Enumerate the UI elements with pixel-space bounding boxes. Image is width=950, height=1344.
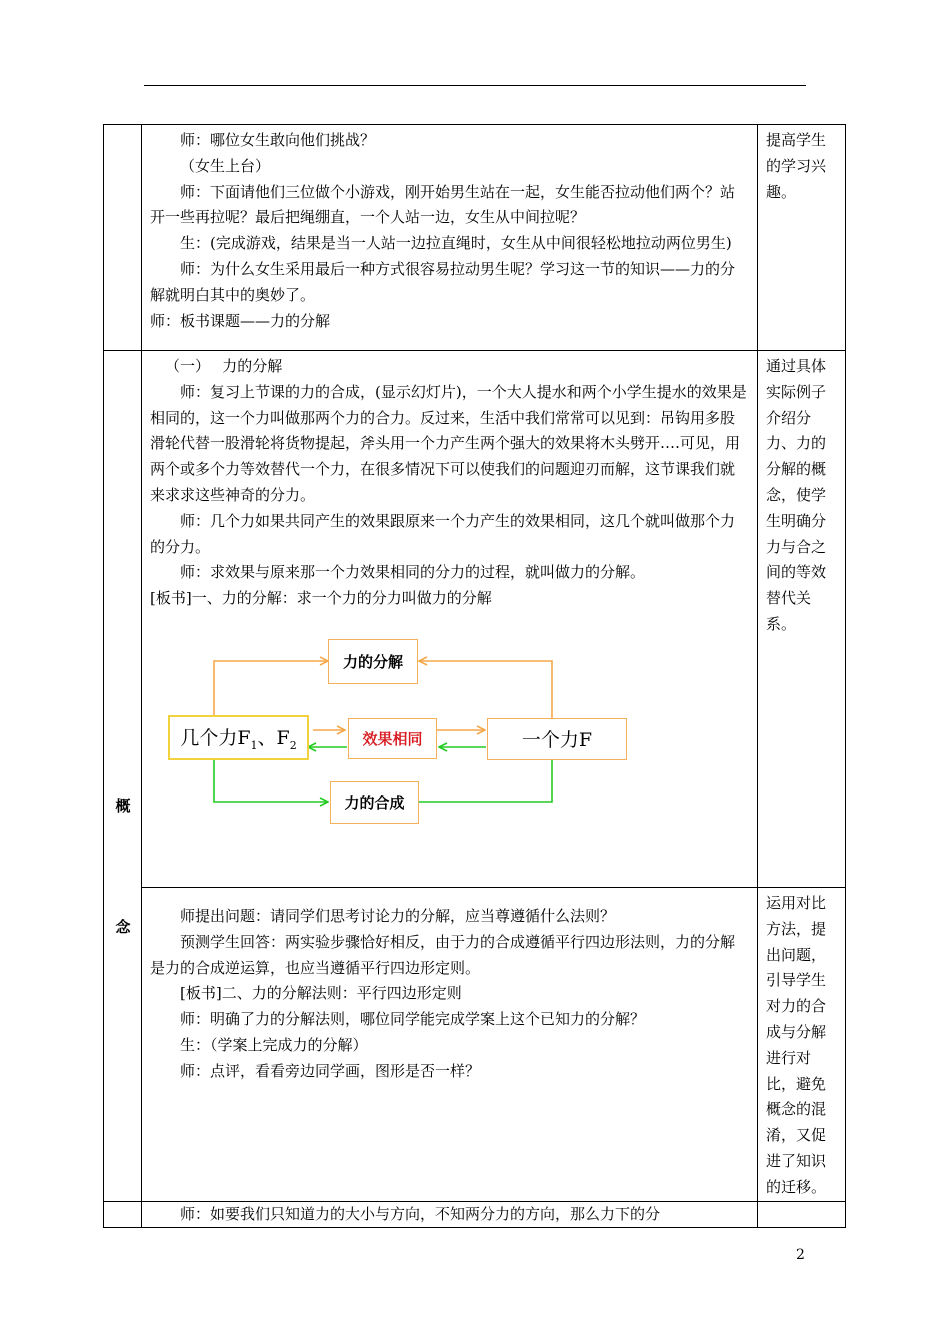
paragraph: （女生上台）	[180, 156, 271, 175]
design-intent-text: 提高学生的学习兴趣。	[766, 131, 827, 201]
section-heading: （一） 力的分解	[165, 357, 283, 375]
compose-return-arrow	[419, 759, 552, 802]
equal-effect-label: 效果相同	[362, 729, 423, 748]
paragraph: 师：为什么女生采用最后一种方式很容易拉动男生呢？学习这一节的知识——力的分解就明白其中的奥妙了。	[150, 259, 736, 304]
paragraph: 生：（学案上完成力的分解）	[180, 1035, 368, 1054]
section-cell	[104, 1201, 142, 1228]
paragraph: 预测学生回答：两实验步骤恰好相反，由于力的合成遵循平行四边形法则，力的分解是力的合成逆运算，也应当遵循平行四边形定则。	[150, 932, 736, 977]
resultant-force-box	[487, 718, 627, 760]
subscript-two: 2	[289, 738, 297, 752]
table-row	[104, 351, 846, 888]
design-intent-text: 通过具体实际例子介绍分力、力的分解的概念，使学生明确分力与合之间的等效替代关系。	[766, 357, 827, 633]
content-cell	[142, 888, 758, 1202]
content-cell	[142, 351, 758, 888]
content-cell	[142, 125, 758, 351]
equal-effect-box	[348, 718, 437, 759]
design-intent-cell	[758, 351, 846, 888]
lesson-plan-table	[103, 124, 846, 1228]
section-label-char: 概	[115, 797, 131, 815]
design-intent-cell	[758, 888, 846, 1202]
paragraph: [板书]二、力的分解法则：平行四边形定则	[180, 984, 462, 1003]
paragraph: 师：求效果与原来那一个力效果相同的分力的过程，就叫做力的分解。	[180, 563, 646, 582]
section-label-cell	[104, 351, 142, 1202]
decomposition-box	[328, 639, 418, 684]
design-intent-cell	[758, 125, 846, 351]
paragraph: 师：下面请他们三位做个小游戏，刚开始男生站在一起，女生能否拉动他们两个？站开一些再拉呢？最后把绳绷直，一个人站一边，女生从中间拉呢？	[150, 182, 736, 227]
section-label-char: 念	[115, 918, 131, 936]
composition-label: 力的合成	[344, 793, 405, 812]
paragraph: 师：如要我们只知道力的大小与方向，不知两分力的方向，那么力下的分	[180, 1204, 661, 1223]
subscript-one: 1	[250, 738, 258, 752]
page-number: 2	[796, 1247, 805, 1263]
paragraph: 师：板书课题——力的分解	[150, 311, 331, 330]
force-decomposition-diagram	[166, 636, 756, 844]
component-forces-box	[168, 715, 309, 760]
resultant-force-label: 一个力F	[521, 729, 593, 752]
compose-path-arrow	[214, 759, 328, 802]
component-forces-separator: 、F	[257, 727, 290, 750]
paragraph: 师提出问题：请同学们思考讨论力的分解，应当尊遵循什么法则？	[180, 907, 616, 925]
component-forces-label	[180, 723, 296, 752]
table-row	[104, 888, 846, 1202]
decompose-return-arrow	[419, 661, 552, 719]
table-row	[104, 1201, 846, 1228]
paragraph: 师：复习上节课的力的合成，(显示幻灯片)，一个大人提水和两个小学生提水的效果是相同的，这一个力叫做那两个力的合力。反过来，生活中我们常常可以见到：吊钩用多股滑轮代替一股滑轮将货物提起，斧头用一个力产生两个强大的效果将木头劈开‥‥可见，用两个或多个力等效替代一个力，在很多情况下可以使我们的问题迎刃而解，这节课我们就来求求这些神奇的分力。	[150, 382, 747, 504]
paragraph: 生：(完成游戏，结果是当一人站一边拉直绳时，女生从中间很轻松地拉动两位男生)	[180, 234, 732, 253]
component-forces-text: 几个力F	[180, 727, 251, 750]
section-cell	[104, 125, 142, 351]
paragraph: 师：点评，看看旁边同学画，图形是否一样？	[180, 1061, 481, 1080]
paragraph: 师：几个力如果共同产生的效果跟原来一个力产生的效果相同，这几个就叫做那个力的分力。	[150, 511, 736, 556]
decompose-path-arrow	[214, 661, 328, 715]
content-cell	[142, 1201, 758, 1228]
composition-box	[330, 781, 419, 824]
paragraph: 师：明确了力的分解法则，哪位同学能完成学案上这个已知力的分解？	[180, 1010, 646, 1029]
table-row	[104, 125, 846, 351]
paragraph: [板书]一、力的分解：求一个力的分力叫做力的分解	[150, 589, 492, 608]
paragraph: 师：哪位女生敢向他们挑战？	[180, 131, 376, 149]
design-intent-cell	[758, 1201, 846, 1228]
header-rule	[144, 85, 806, 86]
design-intent-text: 运用对比方法，提出问题，引导学生对力的合成与分解进行对比，避免概念的混淆，又促进了知识的迁移。	[766, 894, 827, 1196]
decomposition-label: 力的分解	[342, 652, 403, 671]
